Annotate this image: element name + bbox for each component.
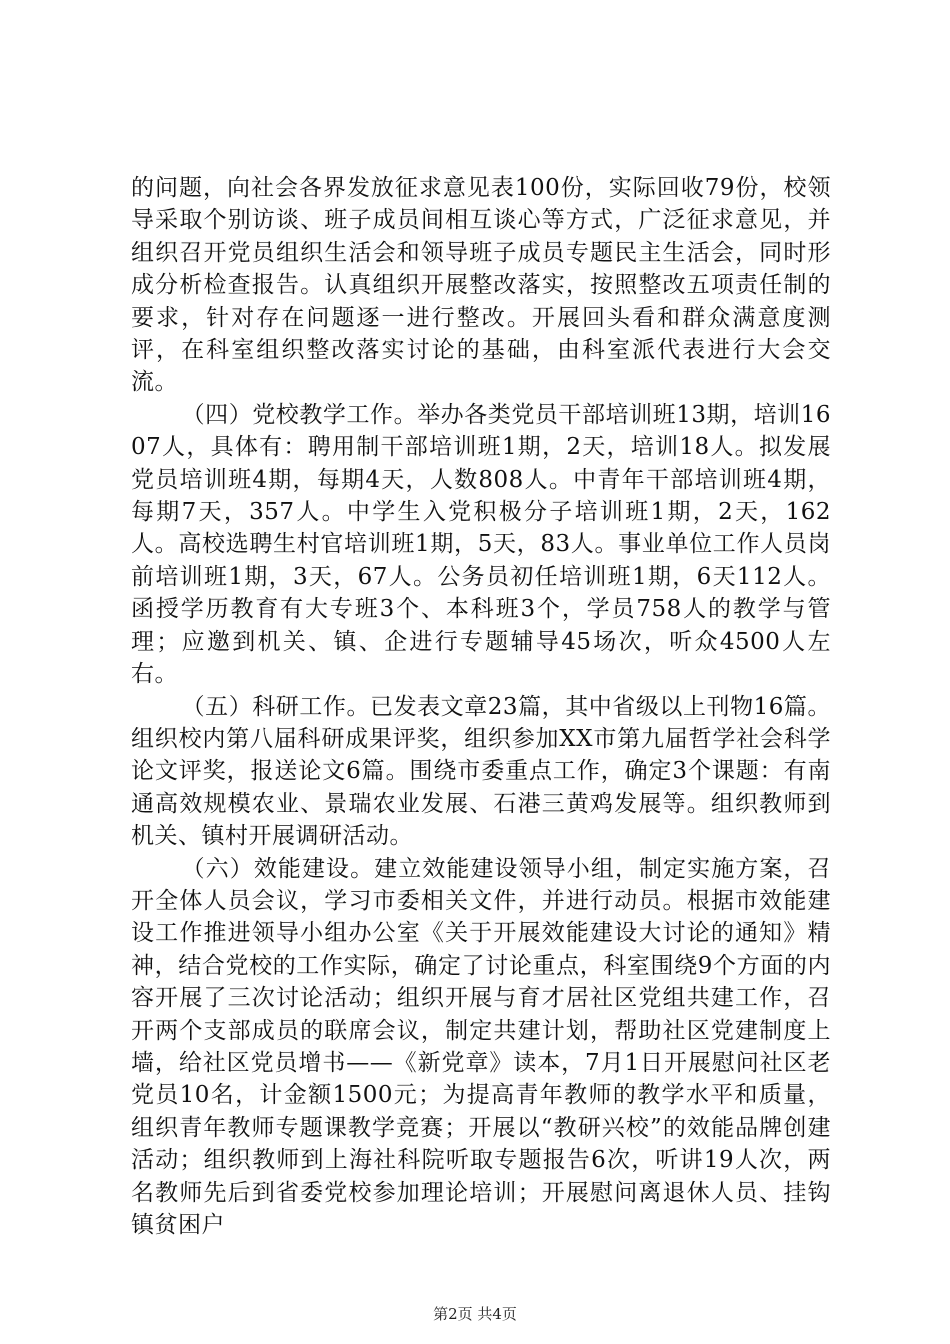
paragraph-efficiency-building: （六）效能建设。建立效能建设领导小组，制定实施方案，召开全体人员会议，学习市委相关文件，并进行动员。根据市效能建设工作推进领导小组办公室《关于开展效能建设大讨论的通知》精神，结合党校的工作实际，确定了讨论重点，科室围绕9个方面的内容开展了三次讨论活动；组织开展与育才居社区党组共建工作，召开两个支部成员的联席会议，制定共建计划，帮助社区党建制度上墙，给社区党员增书——《新党章》读本，7月1日开展慰问社区老党员10名，计金额1500元；为提高青年教师的教学水平和质量，组织青年教师专题课教学竞赛；开展以“教研兴校”的效能品牌创建活动；组织教师到上海社科院听取专题报告6次，听讲19人次，两名教师先后到省委党校参加理论培训；开展慰问离退休人员、挂钩镇贫困户 [131, 855, 831, 1238]
page-footer: 第2页 共4页 [433, 1305, 517, 1323]
paragraph-continuation: 的问题，向社会各界发放征求意见表100份，实际回收79份，校领导采取个别访谈、班子成员间相互谈心等方式，广泛征求意见，并组织召开党员组织生活会和领导班子成员专题民主生活会，同时形成分析检查报告。认真组织开展整改落实，按照整改五项责任制的要求，针对存在问题逐一进行整改。开展回头看和群众满意度测评，在科室组织整改落实讨论的基础，由科室派代表进行大会交流。 [131, 175, 831, 396]
paragraph-research-work: （五）科研工作。已发表文章23篇，其中省级以上刊物16篇。组织校内第八届科研成果评奖，组织参加XX市第九届哲学社会科学论文评奖，报送论文6篇。围绕市委重点工作，确定3个课题：有南通高效规模农业、景瑞农业发展、石港三黄鸡发展等。组织教师到机关、镇村开展调研活动。 [131, 693, 831, 850]
document-body [131, 172, 831, 1241]
paragraph-party-school-teaching: （四）党校教学工作。举办各类党员干部培训班13期，培训1607人，具体有：聘用制干部培训班1期，2天，培训18人。拟发展党员培训班4期，每期4天，人数808人。中青年干部培训班4期，每期7天，357人。中学生入党积极分子培训班1期，2天，162人。高校选聘生村官培训班1期，5天，83人。事业单位工作人员岗前培训班1期，3天，67人。公务员初任培训班1期，6天112人。函授学历教育有大专班3个、本科班3个，学员758人的教学与管理；应邀到机关、镇、企进行专题辅导45场次，听众4500人左右。 [131, 401, 831, 688]
